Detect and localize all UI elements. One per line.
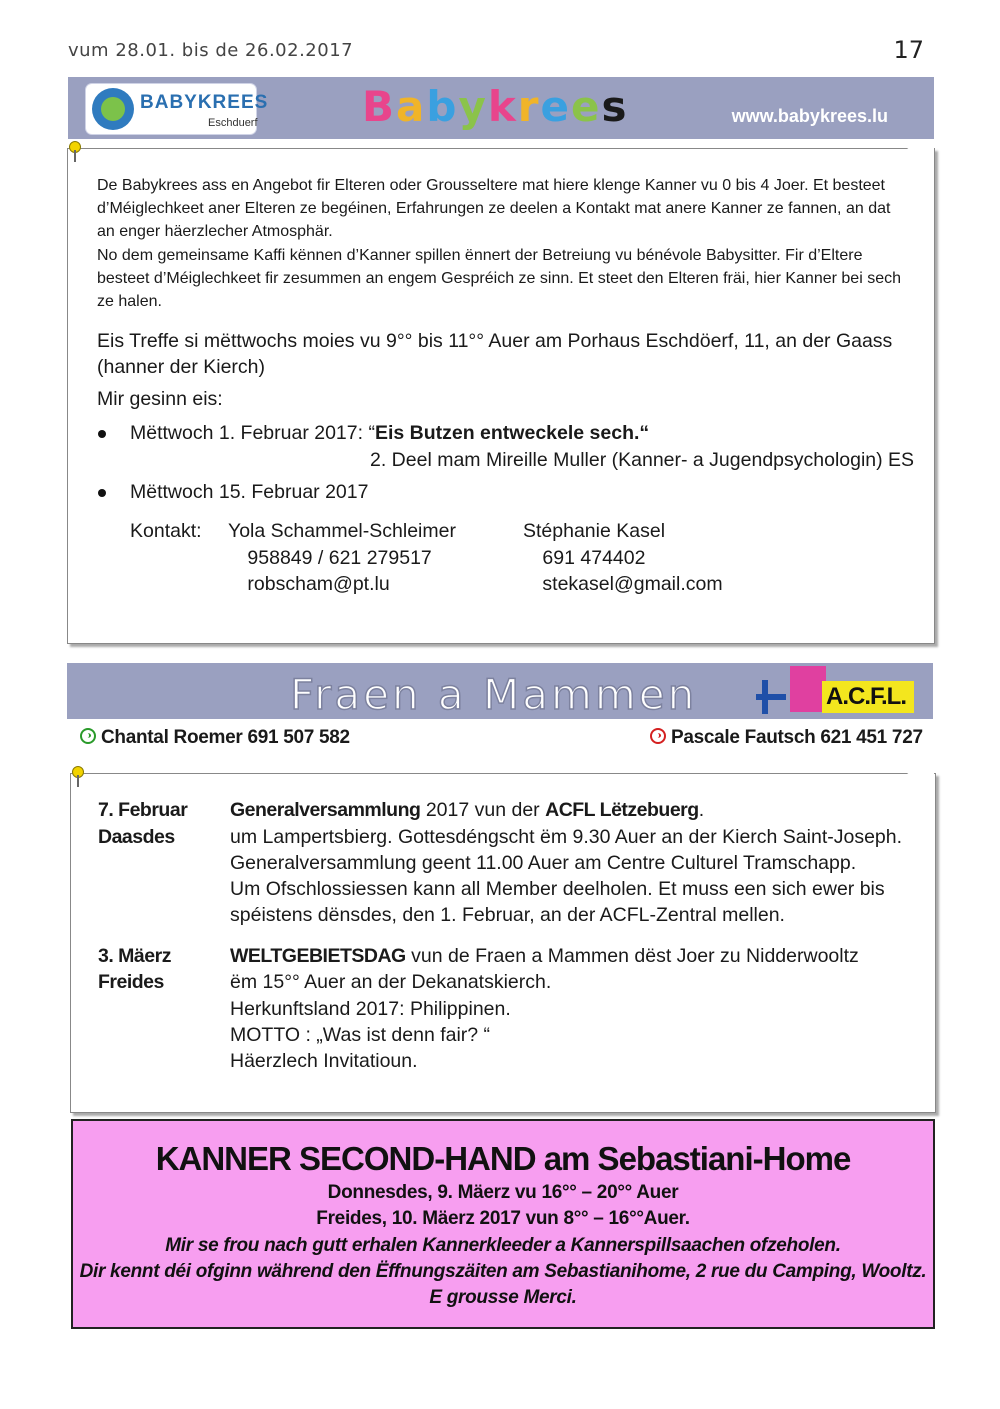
babykrees-logo-name: BABYKREES [140,92,269,113]
page-number: 17 [893,36,924,64]
event1-line: spéistens dënsdes, den 1. Februar, an der ACFL-Zentral mellen. [230,904,785,926]
event1-line: um Lampertsbierg. Gottesdéngscht ëm 9.30 Auer an der Kierch Saint-Joseph. [230,826,903,848]
event1-day: Daasdes [98,826,175,848]
event2-line: Häerzlech Invitatioun. [230,1050,418,1072]
contact1-email-row [228,571,390,597]
event1-line: Generalversammlung geent 11.00 Auer am Centre Culturel Tramschapp. [230,852,857,874]
date-range: vum 28.01. bis de 26.02.2017 [68,40,354,61]
second-hand-line: E grousse Merci. [429,1287,577,1308]
bullet-icon [98,430,106,438]
contact2-phone-row: 691 474402 [542,547,646,569]
acfl-logo-cross [756,694,786,700]
contact-label: Kontakt: [130,520,202,542]
event2-line: ëm 15°° Auer an der Dekanatskierch. [230,971,552,993]
contact2-email-row [523,571,723,597]
event2-title: WELTGEBIETSDAG vun de Fraen a Mammen dëst Joer zu Nidderwooltz [230,945,859,967]
event2-date: 3. Mäerz [98,945,171,967]
fraen-contact-right: Pascale Fautsch 621 451 727 [650,727,923,749]
acfl-logo-figures [790,666,826,712]
pin-stem [74,150,76,162]
bullet-2: Mëttwoch 15. Februar 2017 [130,481,369,503]
event1-line: Um Ofschlossiessen kann all Member deelholen. Et muss een sich ewer bis [230,878,885,900]
event2-line: Herkunftsland 2017: Philippinen. [230,998,511,1020]
bullet-1-sub: 2. Deel mam Mireille Muller (Kanner- a Jugendpsychologin) ES [370,449,915,471]
acfl-logo-text: A.C.F.L. [826,683,906,710]
phone-icon [650,728,666,744]
babykrees-meeting: Eis Treffe si mëttwochs moies vu 9°° bis 11°° Auer am Porhaus Eschdöerf, 11, an der Gaass (hanner der Kierch) [97,330,893,378]
phone-icon [80,728,96,744]
babykrees-logo-sub: Eschduerf [208,117,258,129]
fraen-title: Fraen a Mammen [290,670,698,719]
bullet-1: Mëttwoch 1. Februar 2017: “Eis Butzen entweckele sech.“ [130,422,650,444]
babykrees-url[interactable]: www.babykrees.lu [731,106,888,126]
babykrees-logo-icon [92,88,134,130]
pin-stem [77,775,79,787]
contact1-phone-row: 958849 / 621 279517 [247,547,432,569]
second-hand-line: Donnesdes, 9. Mäerz vu 16°° – 20°° Auer [327,1182,679,1203]
babykrees-intro-2: No dem gemeinsame Kaffi kënnen d’Kanner spillen ënnert der Betreiung vu bénévole Babysitter. Fir d’Eltere besteet d’Méiglechkeet fir zesummen an engem Gespréich ze sinn. Et steet den Elteren fräi, hier Kanner bei sech ze halen. [97,247,901,310]
second-hand-title: KANNER SECOND-HAND am Sebastiani-Home [155,1140,851,1177]
babykrees-intro-1: De Babykrees ass en Angebot fir Elteren oder Grousseltere mat hiere klenge Kanner vu 0 bis 4 Joer. Et besteet d’Méiglechkeet aner Elteren ze begéinen, Erfahrungen ze deelen a Kontakt mat anere Kanner ze fannen, an dat an enger häerzlecher Atmosphär. [97,177,891,240]
contact2-name: Stéphanie Kasel [523,520,666,542]
note-fold [907,773,934,793]
babykrees-welcome: Mir gesinn eis: [97,388,223,410]
event2-line: MOTTO : „Was ist denn fair? “ [230,1024,491,1046]
second-hand-line: Mir se frou nach gutt erhalen Kannerkleeder a Kannerspillsaachen ofzeholen. [165,1235,841,1256]
second-hand-line: Dir kennt déi ofginn während den Ëffnungszäiten am Sebastianihome, 2 rue du Camping, Wooltz. [79,1261,927,1282]
contact1-email[interactable]: robscham@pt.lu [247,573,390,595]
fraen-contact-left: Chantal Roemer 691 507 582 [80,727,350,749]
note-fold [907,148,934,168]
bullet-icon [98,489,106,497]
babykrees-title: Babykrees [362,82,629,131]
event1-date: 7. Februar [98,799,188,821]
event1-title: Generalversammlung 2017 vun der ACFL Lëtzebuerg. [230,799,705,821]
contact1-name: Yola Schammel-Schleimer [228,520,456,542]
second-hand-line: Freides, 10. Mäerz 2017 vun 8°° – 16°°Auer. [316,1208,690,1229]
event2-day: Freides [98,971,164,993]
contact2-email[interactable]: stekasel@gmail.com [542,573,723,595]
